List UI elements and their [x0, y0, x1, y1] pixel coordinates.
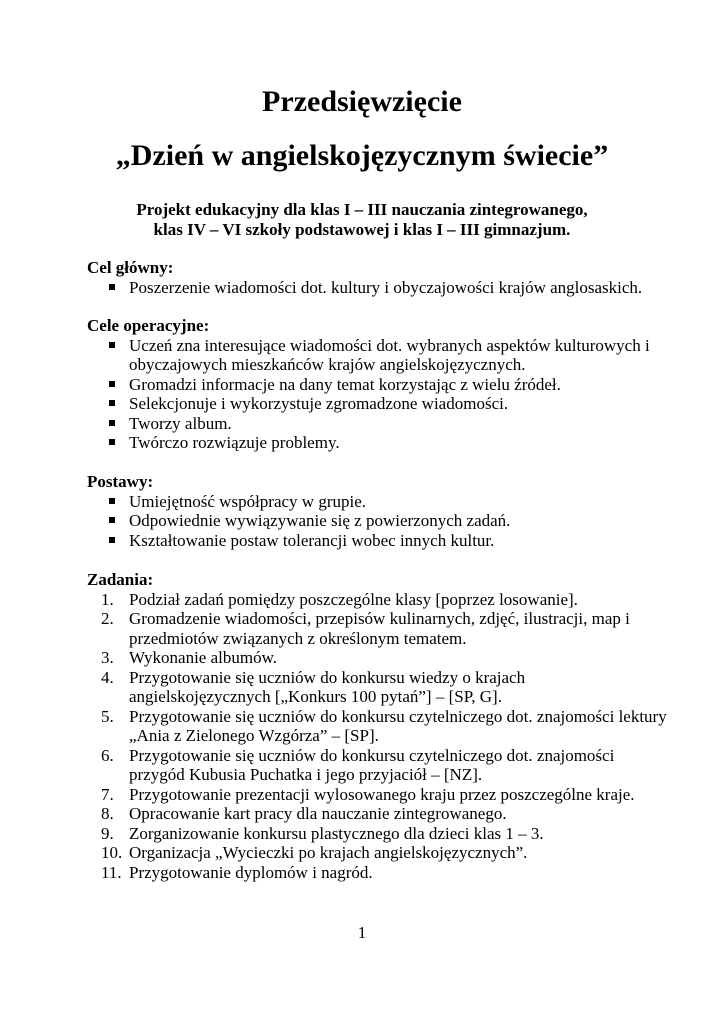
bullet-icon	[109, 342, 115, 348]
section-postawy	[87, 472, 667, 550]
intro-line-2: klas IV – VI szkoły podstawowej i klas I – III gimnazjum.	[153, 220, 571, 239]
list-item: 4. Przygotowanie się uczniów do konkursu wiedzy o krajach angielskojęzycznych [„Konkurs 100 pytań”] – [SP, G].	[101, 667, 526, 706]
bullet-icon	[109, 537, 115, 543]
list-item: 1. Podział zadań pomiędzy poszczególne klasy [poprzez losowanie].	[101, 589, 578, 609]
list-item: Twórczo rozwiązuje problemy.	[87, 433, 667, 453]
list-item: Tworzy album.	[87, 414, 667, 434]
bullet-icon	[109, 381, 115, 387]
bullet-list	[87, 492, 667, 551]
list-item: Odpowiednie wywiązywanie się z powierzonych zadań.	[87, 511, 667, 531]
section-zadania	[87, 570, 667, 882]
bullet-icon	[109, 439, 115, 445]
page-title: Przedsięwzięcie	[262, 85, 462, 118]
section-cel-glowny	[87, 258, 667, 297]
list-item: Kształtowanie postaw tolerancji wobec innych kultur.	[87, 531, 667, 551]
list-item: Uczeń zna interesujące wiadomości dot. wybranych aspektów kulturowych i obyczajowych mieszkańców krajów angielskojęzycznych.	[87, 336, 667, 375]
list-item: 8. Opracowanie kart pracy dla nauczanie zintegrowanego.	[101, 804, 507, 823]
section-heading: Cele operacyjne:	[87, 316, 210, 335]
intro-line-1: Projekt edukacyjny dla klas I – III nauczania zintegrowanego,	[136, 200, 588, 219]
bullet-list	[87, 336, 667, 453]
list-item: 10. Organizacja „Wycieczki po krajach angielskojęzycznych”.	[101, 843, 528, 862]
list-item: Poszerzenie wiadomości dot. kultury i obyczajowości krajów anglosaskich.	[87, 278, 667, 298]
list-item: Umiejętność współpracy w grupie.	[87, 492, 667, 512]
bullet-icon	[109, 498, 115, 504]
list-item: Gromadzi informacje na dany temat korzystając z wielu źródeł.	[87, 375, 667, 395]
list-item: 3. Wykonanie albumów.	[101, 648, 278, 667]
page-number: 1	[357, 923, 367, 942]
section-heading: Zadania:	[87, 570, 154, 589]
section-cele-operacyjne	[87, 316, 667, 453]
list-item: 6. Przygotowanie się uczniów do konkursu czytelniczego dot. znajomości przygód Kubusia Puchatka i jego przyjaciół – [NZ].	[101, 745, 615, 784]
bullet-icon	[109, 517, 115, 523]
page-subtitle: „Dzień w angielskojęzycznym świecie”	[115, 139, 609, 172]
list-item: Selekcjonuje i wykorzystuje zgromadzone wiadomości.	[87, 394, 667, 414]
bullet-icon	[109, 400, 115, 406]
list-item: 7. Przygotowanie prezentacji wylosowanego kraju przez poszczególne kraje.	[101, 784, 635, 804]
section-heading: Cel główny:	[87, 258, 174, 277]
bullet-icon	[109, 420, 115, 426]
list-item: 9. Zorganizowanie konkursu plastycznego dla dzieci klas 1 – 3.	[101, 823, 544, 843]
numbered-list	[87, 590, 667, 883]
list-item: 2. Gromadzenie wiadomości, przepisów kulinarnych, zdjęć, ilustracji, map i przedmiotów związanych z określonym tematem.	[101, 609, 630, 648]
list-item: 11. Przygotowanie dyplomów i nagród.	[101, 862, 373, 882]
bullet-icon	[109, 284, 115, 290]
bullet-list	[87, 278, 667, 298]
list-item: 5. Przygotowanie się uczniów do konkursu czytelniczego dot. znajomości lektury „Ania z Zielonego Wzgórza” – [SP].	[101, 706, 667, 745]
section-heading: Postawy:	[87, 472, 154, 491]
